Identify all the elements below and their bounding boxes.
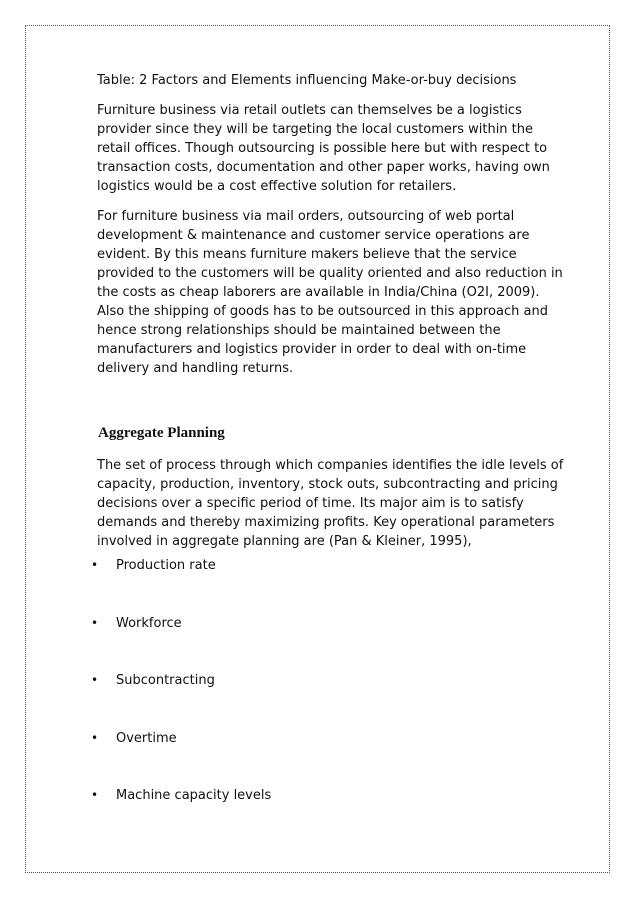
bullet-icon: • xyxy=(91,615,99,630)
bullet-icon: • xyxy=(91,673,99,687)
bullet-icon: • xyxy=(91,558,99,572)
list-item-text: Production rate xyxy=(116,558,216,573)
paragraph-mail-orders: For furniture business via mail orders, outsourcing of web portal development & maintenance and customer service operations are evident. By this means furniture makers believe that the service provided to the customers will be quality oriented and also reduction in the costs as cheap laborers are available in India/China (O2I, 2009). Also the shipping of goods has to be outsourced in this approach and hence strong relationships should be maintained between the manufacturers and logistics provider in order to deal with on-time delivery and handling returns. xyxy=(97,209,563,376)
list-item-text: Workforce xyxy=(116,615,182,631)
section-heading: Aggregate Planning xyxy=(98,425,225,441)
document-body xyxy=(97,71,567,389)
list-item-text: Subcontracting xyxy=(116,673,215,688)
list-item-text: Overtime xyxy=(116,730,177,746)
table-caption: Table: 2 Factors and Elements influencing Make-or-buy decisions xyxy=(97,73,517,88)
bullet-icon: • xyxy=(91,730,99,745)
list-item-text: Machine capacity levels xyxy=(116,788,272,803)
paragraph-aggregate-planning: The set of process through which companies identifies the idle levels of capacity, production, inventory, stock outs, subcontracting and pricing decisions over a specific period of time. Its major aim is to satisfy demands and thereby maximizing profits. Key operational parameters involved in aggregate planning are (Pan & Kleiner, 1995), xyxy=(97,458,564,549)
bullet-icon: • xyxy=(91,788,99,802)
paragraph-retail: Furniture business via retail outlets can themselves be a logistics provider since they will be targeting the local customers within the retail offices. Though outsourcing is possible here but with respect to transaction costs, documentation and other paper works, having own logistics would be a cost effective solution for retailers. xyxy=(97,103,550,194)
